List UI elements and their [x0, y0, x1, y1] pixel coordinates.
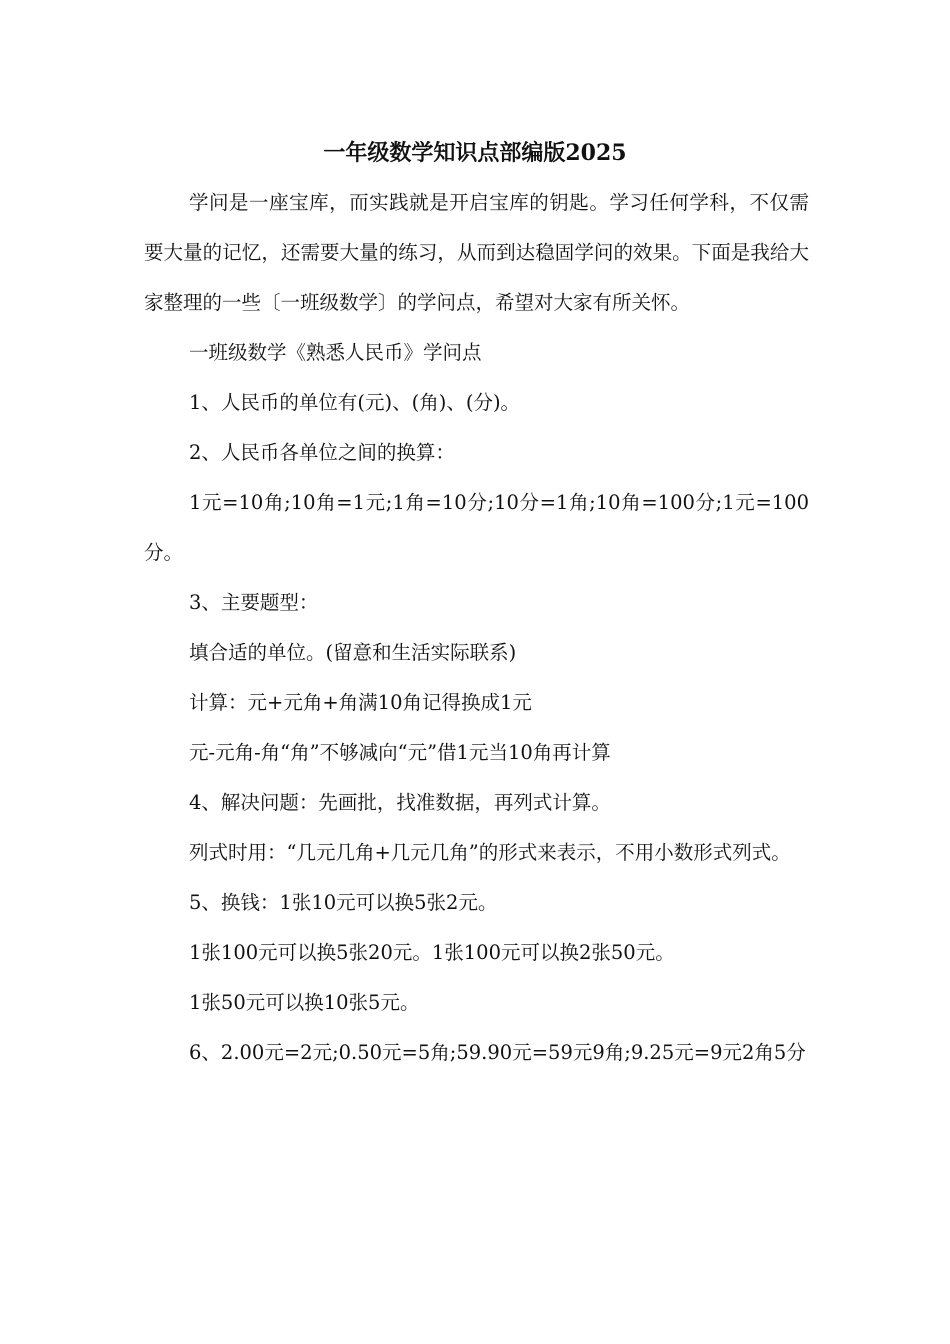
paragraph-fill-units: 填合适的单位。(留意和生活实际联系) [189, 641, 517, 664]
paragraph-conversion: 1元=10角;10角=1元;1角=10分;10分=1角;10角=100分;1元=100分。 [144, 491, 809, 564]
document-title: 一年级数学知识点部编版2025 [323, 140, 627, 166]
document-body [144, 178, 809, 1078]
paragraph-item-6: 6、2.00元=2元;0.50元=5角;59.90元=59元9角;9.25元=9元2角5分 [189, 1041, 806, 1064]
paragraph-section-heading: 一班级数学《熟悉人民币》学问点 [189, 341, 482, 364]
paragraph-item-4: 4、解决问题：先画批，找准数据，再列式计算。 [189, 791, 611, 814]
paragraph-item-3: 3、主要题型： [189, 591, 319, 614]
paragraph-exchange-50: 1张50元可以换10张5元。 [189, 991, 420, 1014]
paragraph-calc-add: 计算：元+元角+角满10角记得换成1元 [189, 691, 532, 714]
paragraph-item-2: 2、人民币各单位之间的换算： [189, 441, 455, 464]
paragraph-item-5: 5、换钱：1张10元可以换5张2元。 [189, 891, 498, 914]
paragraph-exchange-100: 1张100元可以换5张20元。1张100元可以换2张50元。 [189, 941, 675, 964]
paragraph-item-1: 1、人民币的单位有(元)、(角)、(分)。 [189, 391, 521, 414]
paragraph-intro: 学问是一座宝库，而实践就是开启宝库的钥匙。学习任何学科，不仅需要大量的记忆，还需要大量的练习，从而到达稳固学问的效果。下面是我给大家整理的一些〔一班级数学〕的学问点，希望对大家有所关怀。 [144, 191, 809, 314]
paragraph-calc-subtract: 元-元角-角“角”不够减向“元”借1元当10角再计算 [189, 741, 611, 764]
paragraph-list-format: 列式时用：“几元几角+几元几角”的形式来表示，不用小数形式列式。 [189, 841, 791, 864]
